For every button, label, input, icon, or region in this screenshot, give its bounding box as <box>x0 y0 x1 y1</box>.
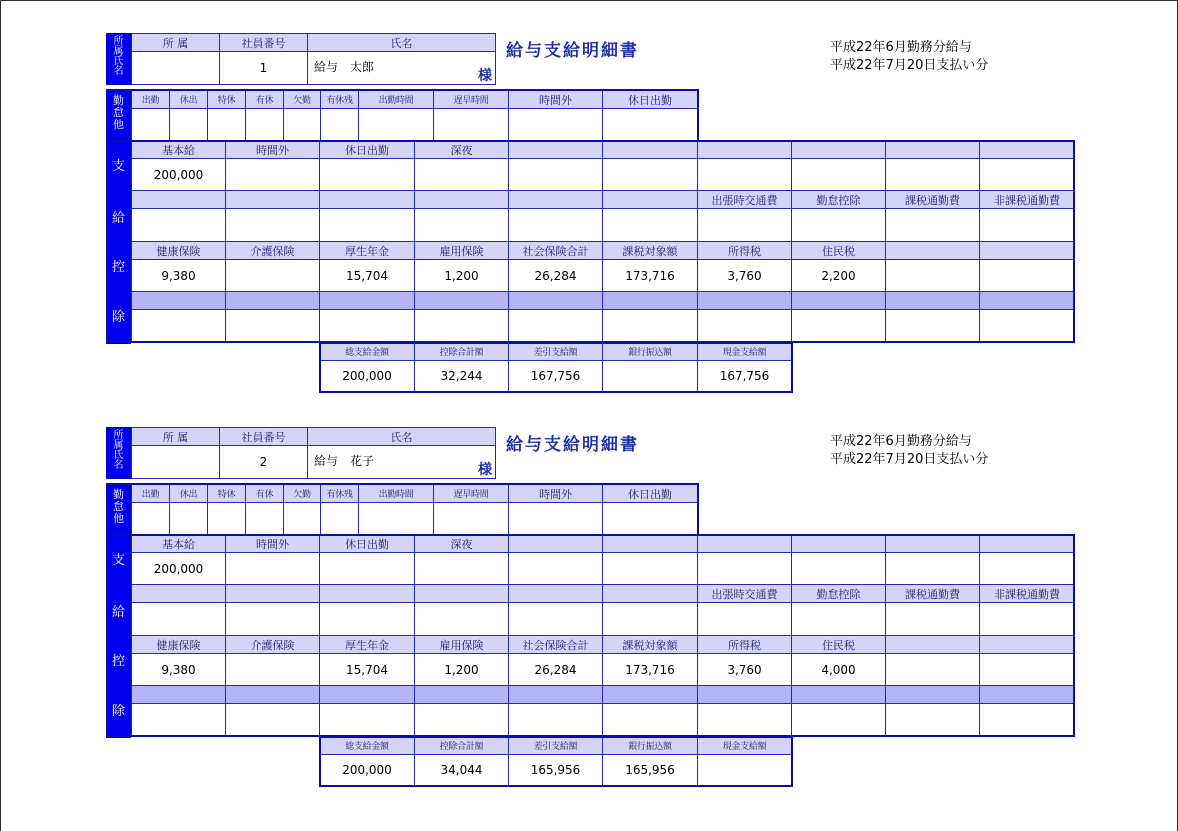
deduction-value: 15,704 <box>319 259 415 292</box>
total-value: 167,756 <box>697 360 792 392</box>
pay-value <box>791 552 886 585</box>
pay-value <box>414 208 509 242</box>
pay-slip <box>0 33 1178 403</box>
pay-value <box>414 158 509 191</box>
pay-value <box>508 158 603 191</box>
honorific-sama: 様 <box>478 462 492 478</box>
attendance-header: 出勤時間 <box>358 484 434 503</box>
side-char: 所 <box>113 430 124 441</box>
side-char: 除 <box>112 704 126 719</box>
deduction-spacer-band <box>697 291 792 310</box>
deduction-spacer-band <box>791 291 886 310</box>
deduction-value: 15,704 <box>319 653 415 686</box>
deduction-value: 173,716 <box>602 653 698 686</box>
pay-header <box>791 140 886 159</box>
pay-header <box>979 534 1075 553</box>
pay-value <box>885 158 980 191</box>
total-value: 34,044 <box>414 754 509 786</box>
deduction-value <box>131 703 226 736</box>
attendance-value <box>320 502 359 535</box>
pay-value <box>791 602 886 636</box>
pay-value <box>979 158 1075 191</box>
pay-header <box>508 140 603 159</box>
pay-side-label <box>106 534 131 637</box>
pay-value: 200,000 <box>131 158 226 191</box>
attendance-header: 休出 <box>169 90 208 109</box>
attendance-header: 特休 <box>207 90 246 109</box>
pay-value <box>508 208 603 242</box>
pay-value <box>131 602 226 636</box>
attendance-value <box>508 502 603 535</box>
side-char: 他 <box>113 512 124 525</box>
pay-header: 休日出勤 <box>319 140 415 159</box>
pay-value <box>885 552 980 585</box>
attendance-value <box>169 108 208 141</box>
attendance-header: 出勤 <box>131 90 170 109</box>
side-char: 属 <box>113 46 124 57</box>
pay-header <box>414 190 509 209</box>
pay-value <box>225 208 320 242</box>
deduction-header <box>885 241 980 260</box>
side-char: 勤 <box>113 488 124 501</box>
side-char: 怠 <box>113 106 124 119</box>
side-char: 氏 <box>113 450 124 461</box>
deduction-value <box>131 309 226 342</box>
deduction-value: 9,380 <box>131 653 226 686</box>
period-text: 平成22年6月勤務分給与 <box>830 434 972 449</box>
attendance-value <box>283 108 321 141</box>
attendance-value <box>602 502 698 535</box>
attendance-header: 時間外 <box>508 90 603 109</box>
side-char: 控 <box>112 654 126 669</box>
pay-header: 課税通勤費 <box>885 584 980 603</box>
attendance-header: 特休 <box>207 484 246 503</box>
total-value: 165,956 <box>508 754 603 786</box>
attendance-value <box>245 502 284 535</box>
deduction-value <box>979 653 1075 686</box>
deduction-value <box>979 309 1075 342</box>
deduction-spacer-band <box>319 291 415 310</box>
total-header: 差引支給額 <box>508 736 603 755</box>
pay-value <box>602 552 698 585</box>
side-char: 他 <box>113 118 124 131</box>
deduction-value <box>319 703 415 736</box>
attendance-side-label <box>106 89 131 143</box>
side-char: 名 <box>113 66 124 77</box>
emp-no-value: 2 <box>219 445 308 479</box>
pay-header <box>508 190 603 209</box>
pay-header: 非課税通勤費 <box>979 584 1075 603</box>
deduction-spacer-band <box>131 291 226 310</box>
attendance-value <box>320 108 359 141</box>
deduction-header: 厚生年金 <box>319 241 415 260</box>
pay-header <box>225 190 320 209</box>
total-value: 200,000 <box>319 754 415 786</box>
pay-header <box>697 534 792 553</box>
deduction-value <box>979 259 1075 292</box>
attendance-header: 欠勤 <box>283 484 321 503</box>
deduction-value <box>791 309 886 342</box>
pay-value <box>131 208 226 242</box>
deduction-header: 介護保険 <box>225 635 320 654</box>
pay-header <box>414 584 509 603</box>
pay-header <box>508 534 603 553</box>
side-char: 支 <box>112 159 126 174</box>
deduction-spacer-band <box>602 685 698 704</box>
attendance-value <box>207 502 246 535</box>
pay-header <box>791 534 886 553</box>
pay-value <box>697 602 792 636</box>
pay-header <box>885 140 980 159</box>
employee-name: 給与 太郎 <box>307 51 496 85</box>
pay-value <box>225 552 320 585</box>
header-side-label <box>106 427 131 479</box>
pay-header <box>602 140 698 159</box>
side-char: 名 <box>113 460 124 471</box>
deduction-value <box>697 309 792 342</box>
deduction-value <box>602 309 698 342</box>
deduction-header: 課税対象額 <box>602 241 698 260</box>
attendance-header: 時間外 <box>508 484 603 503</box>
paydate-text: 平成22年7月20日支払い分 <box>830 452 989 467</box>
attendance-header: 有休残 <box>320 90 359 109</box>
deduction-side-label <box>106 241 131 344</box>
pay-value <box>319 158 415 191</box>
pay-value <box>414 552 509 585</box>
deduction-header: 厚生年金 <box>319 635 415 654</box>
side-char: 勤 <box>113 94 124 107</box>
deduction-value <box>697 703 792 736</box>
deduction-header <box>979 241 1075 260</box>
pay-header <box>319 190 415 209</box>
deduction-value <box>225 309 320 342</box>
attendance-header: 有休 <box>245 90 284 109</box>
deduction-value <box>885 703 980 736</box>
total-header: 控除合計額 <box>414 736 509 755</box>
pay-header <box>602 534 698 553</box>
deduction-value: 1,200 <box>414 653 509 686</box>
emp-no-value: 1 <box>219 51 308 85</box>
attendance-value <box>602 108 698 141</box>
total-value <box>602 360 698 392</box>
pay-header <box>979 140 1075 159</box>
deduction-value: 3,760 <box>697 653 792 686</box>
deduction-spacer-band <box>225 685 320 704</box>
deduction-value: 3,760 <box>697 259 792 292</box>
attendance-header: 休日出勤 <box>602 484 698 503</box>
deduction-value <box>979 703 1075 736</box>
attendance-value <box>131 108 170 141</box>
pay-value <box>885 208 980 242</box>
deduction-header: 雇用保険 <box>414 635 509 654</box>
attendance-header: 遅早時間 <box>433 90 509 109</box>
pay-header: 勤怠控除 <box>791 190 886 209</box>
side-char: 除 <box>112 310 126 325</box>
pay-side-label <box>106 140 131 243</box>
pay-value <box>979 602 1075 636</box>
deduction-value <box>225 703 320 736</box>
attendance-header: 休出 <box>169 484 208 503</box>
deduction-spacer-band <box>319 685 415 704</box>
deduction-spacer-band <box>602 291 698 310</box>
pay-value <box>791 208 886 242</box>
side-char: 支 <box>112 553 126 568</box>
deduction-value <box>319 309 415 342</box>
deduction-spacer-band <box>225 291 320 310</box>
deduction-header: 住民税 <box>791 635 886 654</box>
deduction-value: 173,716 <box>602 259 698 292</box>
total-value: 32,244 <box>414 360 509 392</box>
deduction-value <box>602 703 698 736</box>
pay-value <box>979 208 1075 242</box>
attendance-value <box>245 108 284 141</box>
pay-value <box>697 552 792 585</box>
pay-header: 深夜 <box>414 140 509 159</box>
total-value: 200,000 <box>319 360 415 392</box>
attendance-header: 出勤 <box>131 484 170 503</box>
header-side-label <box>106 33 131 85</box>
document-title: 給与支給明細書 <box>506 41 639 61</box>
deduction-value <box>885 653 980 686</box>
pay-value <box>791 158 886 191</box>
total-value <box>697 754 792 786</box>
attendance-value <box>283 502 321 535</box>
side-char: 所 <box>113 36 124 47</box>
name-header: 氏名 <box>307 33 496 52</box>
deduction-spacer-band <box>885 291 980 310</box>
deduction-value <box>414 703 509 736</box>
deduction-header: 健康保険 <box>131 635 226 654</box>
deduction-header: 住民税 <box>791 241 886 260</box>
pay-header: 基本給 <box>131 534 226 553</box>
attendance-value <box>207 108 246 141</box>
pay-header <box>697 140 792 159</box>
pay-header <box>131 584 226 603</box>
pay-header: 課税通勤費 <box>885 190 980 209</box>
attendance-side-label <box>106 483 131 537</box>
deduction-value <box>885 309 980 342</box>
total-header: 銀行振込額 <box>602 342 698 361</box>
pay-value <box>225 158 320 191</box>
total-header: 銀行振込額 <box>602 736 698 755</box>
side-char: 給 <box>112 211 126 226</box>
deduction-header: 社会保険合計 <box>508 635 603 654</box>
deduction-value: 26,284 <box>508 653 603 686</box>
deduction-value <box>791 703 886 736</box>
side-char: 属 <box>113 440 124 451</box>
pay-header: 基本給 <box>131 140 226 159</box>
pay-value <box>979 552 1075 585</box>
total-header: 現金支給額 <box>697 342 792 361</box>
period-text: 平成22年6月勤務分給与 <box>830 40 972 55</box>
deduction-header <box>885 635 980 654</box>
attendance-value <box>433 502 509 535</box>
honorific-sama: 様 <box>478 68 492 84</box>
deduction-spacer-band <box>508 685 603 704</box>
deduction-spacer-band <box>508 291 603 310</box>
side-char: 控 <box>112 260 126 275</box>
dept-value <box>131 445 220 479</box>
name-header: 氏名 <box>307 427 496 446</box>
pay-value: 200,000 <box>131 552 226 585</box>
attendance-header: 休日出勤 <box>602 90 698 109</box>
pay-header <box>885 534 980 553</box>
pay-value <box>697 208 792 242</box>
pay-header: 休日出勤 <box>319 534 415 553</box>
deduction-header: 雇用保険 <box>414 241 509 260</box>
total-header: 総支給金額 <box>319 736 415 755</box>
deduction-value: 9,380 <box>131 259 226 292</box>
deduction-spacer-band <box>885 685 980 704</box>
side-char: 氏 <box>113 56 124 67</box>
deduction-value: 1,200 <box>414 259 509 292</box>
attendance-header: 欠勤 <box>283 90 321 109</box>
deduction-value: 2,200 <box>791 259 886 292</box>
attendance-value <box>169 502 208 535</box>
dept-header: 所 属 <box>131 427 220 446</box>
deduction-header: 介護保険 <box>225 241 320 260</box>
pay-header: 出張時交通費 <box>697 584 792 603</box>
deduction-header <box>979 635 1075 654</box>
emp-no-header: 社員番号 <box>219 427 308 446</box>
total-header: 現金支給額 <box>697 736 792 755</box>
attendance-header: 有休残 <box>320 484 359 503</box>
pay-value <box>602 602 698 636</box>
attendance-value <box>508 108 603 141</box>
deduction-spacer-band <box>791 685 886 704</box>
attendance-value <box>358 502 434 535</box>
pay-header <box>508 584 603 603</box>
pay-value <box>697 158 792 191</box>
deduction-header: 社会保険合計 <box>508 241 603 260</box>
pay-value <box>319 552 415 585</box>
attendance-value <box>358 108 434 141</box>
pay-value <box>319 208 415 242</box>
deduction-value <box>885 259 980 292</box>
document-title: 給与支給明細書 <box>506 435 639 455</box>
pay-header: 勤怠控除 <box>791 584 886 603</box>
deduction-header: 所得税 <box>697 635 792 654</box>
deduction-value <box>225 653 320 686</box>
pay-value <box>319 602 415 636</box>
total-header: 総支給金額 <box>319 342 415 361</box>
deduction-spacer-band <box>131 685 226 704</box>
deduction-value: 26,284 <box>508 259 603 292</box>
deduction-value <box>508 703 603 736</box>
deduction-spacer-band <box>697 685 792 704</box>
employee-name: 給与 花子 <box>307 445 496 479</box>
deduction-spacer-band <box>979 685 1075 704</box>
pay-header: 時間外 <box>225 140 320 159</box>
total-value: 165,956 <box>602 754 698 786</box>
pay-header <box>225 584 320 603</box>
dept-value <box>131 51 220 85</box>
pay-header: 深夜 <box>414 534 509 553</box>
pay-value <box>414 602 509 636</box>
attendance-header: 遅早時間 <box>433 484 509 503</box>
pay-header <box>319 584 415 603</box>
deduction-value <box>225 259 320 292</box>
attendance-header: 有休 <box>245 484 284 503</box>
pay-value <box>602 158 698 191</box>
deduction-spacer-band <box>414 291 509 310</box>
attendance-header: 出勤時間 <box>358 90 434 109</box>
deduction-value <box>414 309 509 342</box>
deduction-header: 課税対象額 <box>602 635 698 654</box>
paydate-text: 平成22年7月20日支払い分 <box>830 58 989 73</box>
pay-header: 出張時交通費 <box>697 190 792 209</box>
deduction-value: 4,000 <box>791 653 886 686</box>
pay-value <box>508 552 603 585</box>
pay-value <box>225 602 320 636</box>
pay-header <box>602 190 698 209</box>
pay-value <box>602 208 698 242</box>
pay-value <box>508 602 603 636</box>
pay-header <box>602 584 698 603</box>
pay-value <box>885 602 980 636</box>
pay-header: 時間外 <box>225 534 320 553</box>
pay-header <box>131 190 226 209</box>
deduction-header: 健康保険 <box>131 241 226 260</box>
attendance-value <box>433 108 509 141</box>
pay-slip <box>0 427 1178 797</box>
dept-header: 所 属 <box>131 33 220 52</box>
total-header: 控除合計額 <box>414 342 509 361</box>
side-char: 給 <box>112 605 126 620</box>
total-header: 差引支給額 <box>508 342 603 361</box>
deduction-spacer-band <box>414 685 509 704</box>
deduction-spacer-band <box>979 291 1075 310</box>
attendance-value <box>131 502 170 535</box>
deduction-side-label <box>106 635 131 738</box>
emp-no-header: 社員番号 <box>219 33 308 52</box>
pay-header: 非課税通勤費 <box>979 190 1075 209</box>
deduction-header: 所得税 <box>697 241 792 260</box>
total-value: 167,756 <box>508 360 603 392</box>
side-char: 怠 <box>113 500 124 513</box>
deduction-value <box>508 309 603 342</box>
